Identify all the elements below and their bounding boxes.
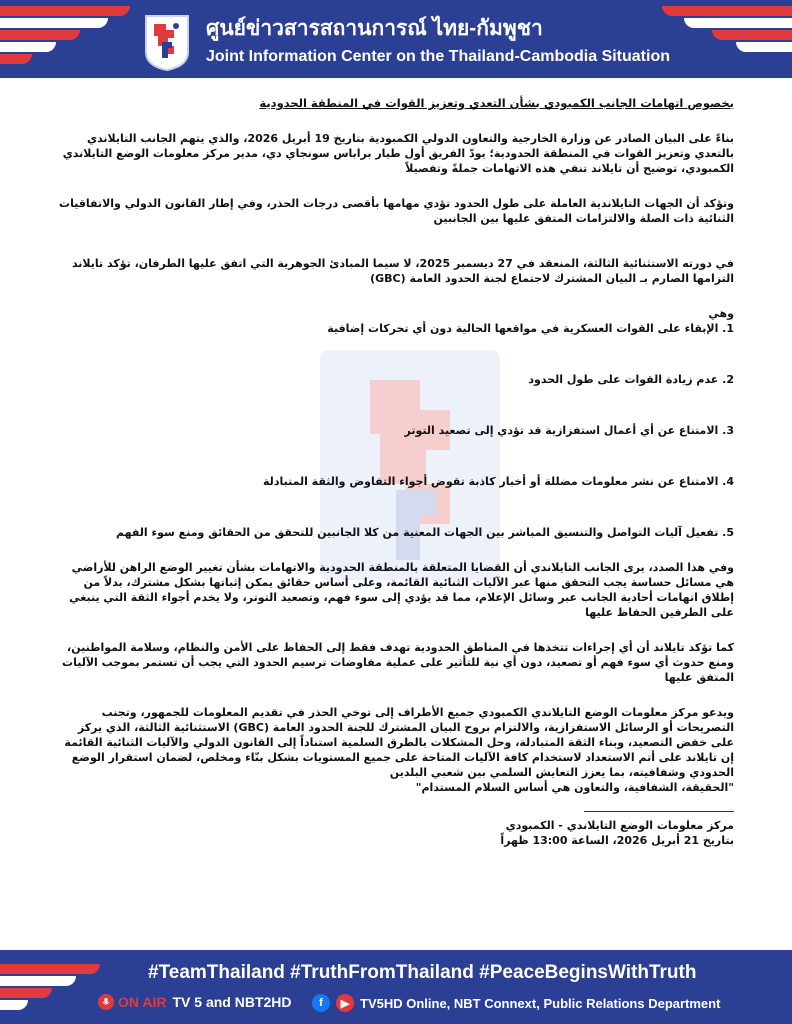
paragraph-2: وتؤكد أن الجهات التايلاندية العاملة على طول الحدود تؤدي مهامها بأقصى درجات الحذر، وفي إطار القانون الدولي والاتفاقيات الثنائية ذات الصلة والالتزامات المتفق عليها بين الجانبين <box>59 197 734 225</box>
online-channels-info <box>312 994 720 1012</box>
motto: "الحقيقة، الشفافية، والتعاون هي أساس السلام المستدام" <box>415 781 734 794</box>
footer-hashtags: #TeamThailand #TruthFromThailand #PeaceBeginsWithTruth <box>148 962 697 983</box>
header-title-thai: ศูนย์ข่าวสารสถานการณ์ ไทย-กัมพูชา <box>206 17 543 40</box>
list-item-4: 4. الامتناع عن نشر معلومات مضللة أو أخبار كاذبة تقوض أجواء التفاوض والثقة المتبادلة <box>263 475 734 488</box>
header-banner <box>0 0 792 78</box>
jic-logo-icon <box>140 12 194 72</box>
paragraph-1: بناءً على البيان الصادر عن وزارة الخارجية والتعاون الدولي الكمبودية بتاريخ 19 أبريل 2026، والذي يتهم الجانب التايلاندي بالتعدي وتعزيز القوات في المنطقة الحدودية؛ يودّ الفريق أول طيار براباس سونجاي دي، مدير مركز معلومات الوضع التايلاندي الكمبودي، توضيح أن تايلاند تنفي هذه الاتهامات جملةً وتفصيلاً <box>62 132 734 175</box>
statement-document <box>58 96 734 848</box>
list-item-1: 1. الإبقاء على القوات العسكرية في مواقعها الحالية دون أي تحركات إضافية <box>327 322 734 335</box>
paragraph-3: في دورته الاستثنائية الثالثة، المنعقد في 27 ديسمبر 2025، لا سيما المبادئ الجوهرية التي اتفق عليها الطرفان، تؤكد تايلاند التزامها الصارم بـ البيان المشترك لاجتماع لجنة الحدود العامة (GBC) <box>71 257 734 285</box>
flag-stripes-footer <box>0 950 110 1024</box>
flag-stripes-right <box>652 0 792 78</box>
list-item-5: 5. تفعيل آليات التواصل والتنسيق المباشر بين الجهات المعنية من كلا الجانبين للتحقق من الحقائق ومنع سوء الفهم <box>115 526 734 539</box>
statement-heading: بخصوص اتهامات الجانب الكمبودي بشأن التعدي وتعزيز القوات في المنطقة الحدودية <box>259 96 734 110</box>
paragraph-7: إن تايلاند على أتم الاستعداد لاستخدام كافة الآليات المتاحة على جميع المستويات بشكل بنّاء ومخلص، لضمان استقرار الوضع الحدودي وشفافيته، بما يعزز التعايش السلمي بين شعبي البلدين <box>71 751 734 779</box>
on-air-channels: TV 5 and NBT2HD <box>172 994 292 1010</box>
list-intro: وهي <box>708 307 734 320</box>
facebook-icon[interactable]: f <box>312 994 330 1012</box>
list-item-3: 3. الامتناع عن أي أعمال استفزازية قد تؤدي إلى تصعيد التوتر <box>404 424 734 437</box>
signature-date: بتاريخ 21 أبريل 2026، الساعة 13:00 ظهراً <box>500 834 734 847</box>
signature-organization: مركز معلومات الوضع التايلاندي - الكمبودي <box>505 819 734 832</box>
flag-stripes-left <box>0 0 140 78</box>
online-channels: TV5HD Online, NBT Connext, Public Relations Department <box>360 995 721 1011</box>
footer-banner <box>0 950 792 1024</box>
on-air-badge: ON AIR <box>118 994 167 1010</box>
signature-block <box>58 811 734 848</box>
list-item-2: 2. عدم زيادة القوات على طول الحدود <box>528 373 734 386</box>
paragraph-6: ويدعو مركز معلومات الوضع التايلاندي الكمبودي جميع الأطراف إلى توخي الحذر في تقديم المعلومات للجمهور، وتجنب التصريحات أو الرسائل الاستفزازية، والالتزام بروح البيان المشترك للجنة الحدود العامة (GBC) الاستثنائية الثالثة، الذي يركز على خفض التصعيد، وبناء الثقة المتبادلة، وحل المشكلات بالطرق السلمية استناداً إلى القانون الدولي والآليات الثنائية القائمة <box>64 706 734 749</box>
paragraph-5: كما تؤكد تايلاند أن أي إجراءات تتخذها في المناطق الحدودية تهدف فقط إلى الحفاظ على الأمن والنظام، وسلامة المواطنين، ومنع حدوث أي سوء فهم أو تصعيد، دون أي نية للتأثير على عملية مفاوضات ترسيم الحدود التي يجب أن تستمر بموجب الآليات المتفق عليها <box>62 641 734 684</box>
youtube-icon[interactable]: ▶ <box>336 994 354 1012</box>
microphone-icon <box>98 994 114 1010</box>
header-title-english: Joint Information Center on the Thailand-Cambodia Situation <box>206 48 670 65</box>
on-air-info <box>98 994 292 1010</box>
paragraph-4: وفي هذا الصدد، يرى الجانب التايلاندي أن القضايا المتعلقة بالمنطقة الحدودية والاتهامات بشأن تغيير الوضع الراهن للأراضي هي مسائل حساسة يجب التحقق منها عبر الآليات الثنائية القائمة، وعلى أساس حقائق يمكن إثباتها بشكل مشترك، بدلاً من إطلاق اتهامات أحادية الجانب عبر وسائل الإعلام، مما قد يؤدي إلى سوء فهم، وتصعيد التوتر، ولا يخدم أجواء الثقة التي ينبغي على الطرفين الحفاظ عليها <box>69 561 734 619</box>
signature-divider <box>584 811 734 812</box>
